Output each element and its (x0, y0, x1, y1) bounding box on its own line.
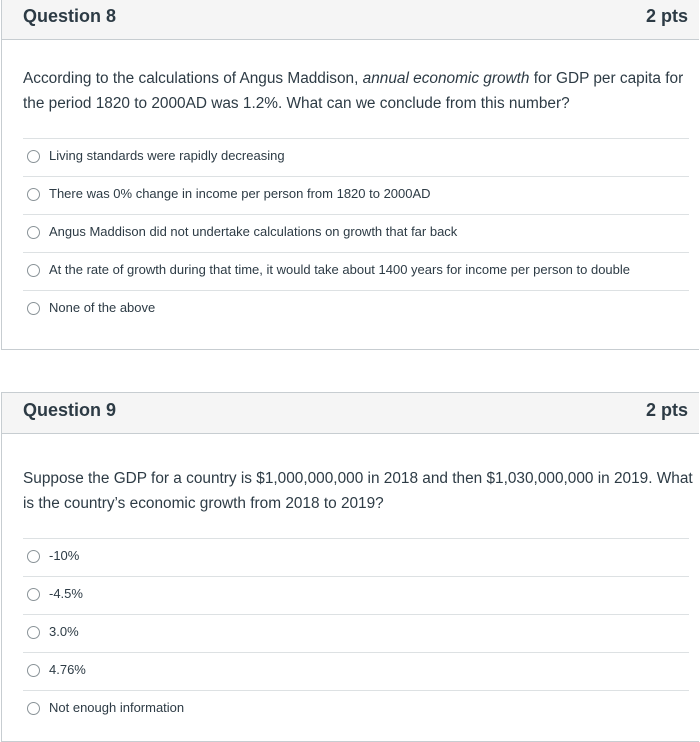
question-8-card (1, 0, 699, 350)
question-text-emphasis: annual economic growth (362, 70, 530, 87)
question-points: 2 pts (645, 400, 688, 420)
answer-option[interactable] (23, 652, 689, 690)
answer-option[interactable] (23, 138, 689, 176)
answer-option[interactable] (23, 176, 689, 214)
answer-option[interactable] (23, 252, 689, 290)
question-header (2, 0, 699, 40)
answer-label[interactable]: 4.76% (49, 662, 86, 677)
radio-button[interactable] (27, 264, 40, 277)
answer-label[interactable]: There was 0% change in income per person from 1820 to 2000AD (49, 186, 431, 201)
answer-option[interactable] (23, 290, 689, 328)
radio-button[interactable] (27, 550, 40, 563)
answer-label[interactable]: 3.0% (49, 624, 79, 639)
radio-button[interactable] (27, 588, 40, 601)
question-text-part: for GDP per capita for the period 1820 to 2000AD was 1.2%. What can we conclude from this number? (23, 70, 684, 112)
question-text-part: According to the calculations of Angus Maddison, (23, 70, 363, 87)
radio-button[interactable] (27, 626, 40, 639)
answer-option[interactable] (23, 690, 689, 728)
question-title: Question 8 (23, 6, 117, 26)
question-9-card (1, 392, 699, 742)
radio-button[interactable] (27, 702, 40, 715)
radio-button[interactable] (27, 226, 40, 239)
answer-label[interactable]: -10% (49, 548, 80, 563)
question-text (23, 66, 693, 116)
answer-option[interactable] (23, 576, 689, 614)
answer-label[interactable]: At the rate of growth during that time, it would take about 1400 years for income per person to double (49, 262, 631, 277)
radio-button[interactable] (27, 150, 40, 163)
question-text: Suppose the GDP for a country is $1,000,000,000 in 2018 and then $1,030,000,000 in 2019. What is the country’s economic growth from 2018 to 2019? (23, 470, 693, 512)
answer-option[interactable] (23, 214, 689, 252)
answer-label[interactable]: Angus Maddison did not undertake calculations on growth that far back (49, 224, 458, 239)
question-header (2, 393, 699, 434)
answer-label[interactable]: Not enough information (49, 700, 185, 715)
question-title: Question 9 (23, 400, 117, 420)
radio-button[interactable] (27, 664, 40, 677)
answer-option[interactable] (23, 614, 689, 652)
answer-label[interactable]: None of the above (49, 300, 156, 315)
radio-button[interactable] (27, 302, 40, 315)
answer-label[interactable]: Living standards were rapidly decreasing (49, 148, 285, 163)
question-points: 2 pts (645, 6, 688, 26)
answer-label[interactable]: -4.5% (49, 586, 83, 601)
answer-option[interactable] (23, 538, 689, 576)
answer-list (23, 138, 689, 328)
radio-button[interactable] (27, 188, 40, 201)
answer-list (23, 538, 689, 728)
